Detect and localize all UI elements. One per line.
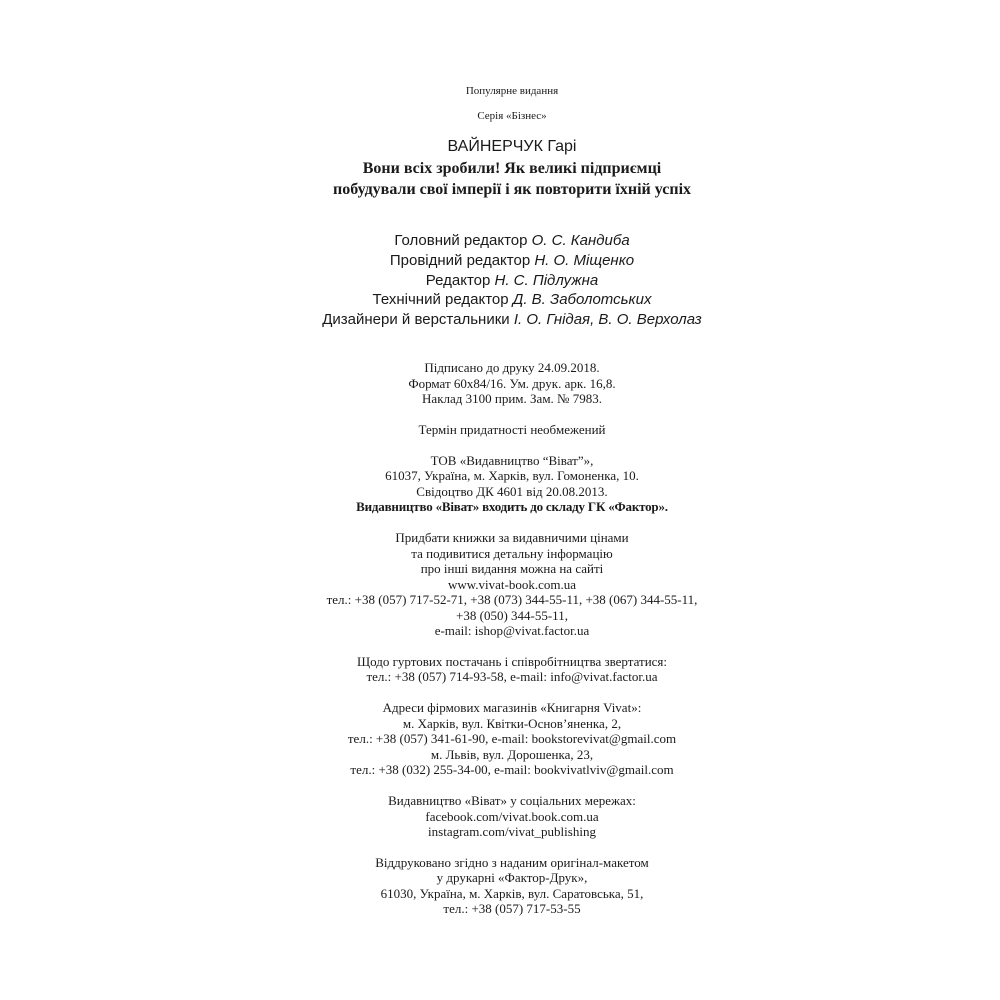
shop-info-line: Придбати книжки за видавничими цінами — [395, 530, 629, 545]
printer-line: тел.: +38 (057) 717-53-55 — [443, 901, 581, 916]
social-instagram: instagram.com/vivat_publishing — [428, 824, 596, 839]
credit-line — [212, 233, 812, 248]
series-label: Серія «Бізнес» — [477, 110, 547, 122]
credit-role: Дизайнери й верстальники — [322, 311, 510, 328]
credit-name: Н. О. Міщенко — [534, 252, 635, 269]
credit-line — [212, 312, 812, 327]
wholesale-line: Щодо гуртових постачань і співробітництва звертатися: — [356, 654, 668, 669]
credit-name: Д. В. Заболотських — [512, 291, 652, 308]
publisher-line: Свідоцтво ДК 4601 від 20.08.2013. — [416, 484, 608, 499]
book-title-line-1: Вони всіх зробили! Як великі підприємці — [362, 160, 662, 177]
book-title-line-2: побудували свої імперії і як повторити їхній успіх — [332, 181, 692, 198]
stores-line: м. Львів, вул. Дорошенка, 23, — [430, 747, 594, 762]
printer-line: 61030, Україна, м. Харків, вул. Саратовська, 51, — [380, 886, 644, 901]
publisher-line: ТОВ «Видавництво “Віват”», — [430, 453, 594, 468]
credit-role: Головний редактор — [394, 232, 528, 249]
print-info-line: Наклад 3100 прим. Зам. № 7983. — [422, 391, 602, 406]
credit-line — [212, 292, 812, 307]
stores-line: тел.: +38 (032) 255-34-00, e-mail: bookvivatlviv@gmail.com — [350, 762, 674, 777]
shelf-life: Термін придатності необмежений — [418, 422, 606, 437]
credit-role: Редактор — [425, 272, 491, 289]
printer-line: Віддруковано згідно з наданим оригінал-макетом — [375, 855, 649, 870]
credit-name: О. С. Кандиба — [531, 232, 630, 249]
credit-role: Провідний редактор — [389, 252, 531, 269]
credit-name: Н. С. Підлужна — [494, 272, 599, 289]
book-author: ВАЙНЕРЧУК Гарі — [447, 138, 577, 155]
shop-phones: тел.: +38 (057) 717-52-71, +38 (073) 344-55-11, +38 (067) 344-55-11, — [326, 592, 698, 607]
printer-line: у друкарні «Фактор-Друк», — [436, 870, 588, 885]
shop-phones: +38 (050) 344-55-11, — [456, 608, 568, 623]
publisher-group: Видавництво «Віват» входить до складу ГК «Фактор». — [356, 499, 668, 514]
shop-email: e-mail: ishop@vivat.factor.ua — [434, 623, 590, 638]
credit-name: І. О. Гнідая, В. О. Верхолаз — [513, 311, 702, 328]
wholesale-line: тел.: +38 (057) 714-93-58, e-mail: info@vivat.factor.ua — [366, 669, 658, 684]
stores-line: м. Харків, вул. Квітки-Основ’яненка, 2, — [402, 716, 622, 731]
credit-line — [212, 273, 812, 288]
shop-website: www.vivat-book.com.ua — [447, 577, 577, 592]
credit-role: Технічний редактор — [372, 291, 509, 308]
social-facebook: facebook.com/vivat.book.com.ua — [425, 809, 599, 824]
print-info-line: Підписано до друку 24.09.2018. — [424, 360, 600, 375]
shop-info-line: та подивитися детальну інформацію — [411, 546, 613, 561]
edition-type: Популярне видання — [465, 85, 559, 97]
shop-info-line: про інші видання можна на сайті — [420, 561, 604, 576]
stores-line: Адреси фірмових магазинів «Книгарня Vivat»: — [382, 700, 642, 715]
publisher-line: 61037, Україна, м. Харків, вул. Гомоненка, 10. — [385, 468, 639, 483]
credit-line — [212, 253, 812, 268]
print-info-line: Формат 60х84/16. Ум. друк. арк. 16,8. — [408, 376, 616, 391]
social-line: Видавництво «Віват» у соціальних мережах: — [388, 793, 636, 808]
stores-line: тел.: +38 (057) 341-61-90, e-mail: bookstorevivat@gmail.com — [347, 731, 677, 746]
